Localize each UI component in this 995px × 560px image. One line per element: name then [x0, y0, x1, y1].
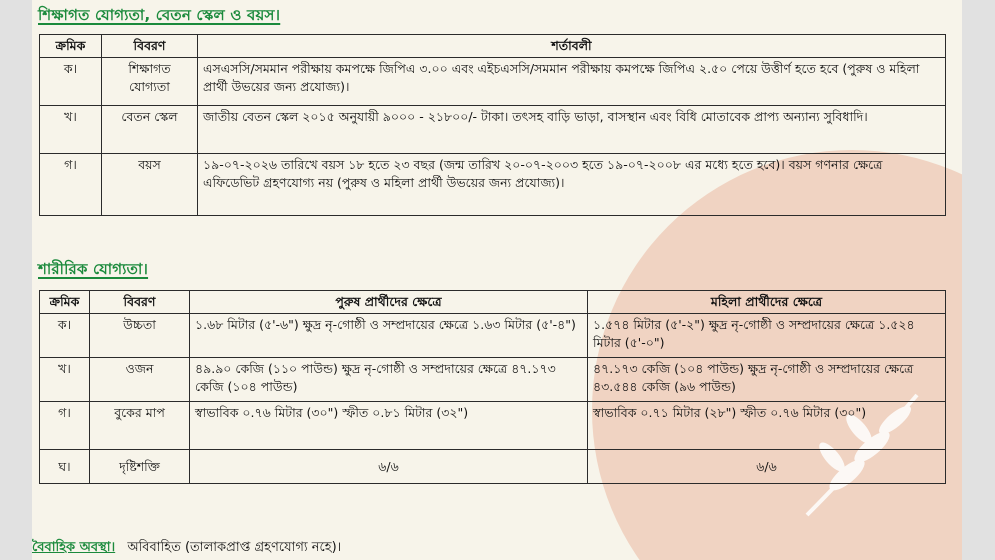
section-heading-physical: শারীরিক যোগ্যতা। — [38, 260, 149, 278]
row-serial: ক। — [40, 314, 90, 358]
column-header-conditions: শর্তাবলী — [198, 35, 946, 58]
row-male-value: ৬/৬ — [190, 450, 588, 484]
table-row — [40, 402, 946, 450]
row-serial: ক। — [40, 58, 102, 106]
row-serial: গ। — [40, 154, 102, 216]
row-female-value: ১.৫৭৪ মিটার (৫'-২") ক্ষুদ্র নৃ-গোষ্ঠী ও সম্প্রদায়ের ক্ষেত্রে ১.৫২৪ মিটার (৫'-০") — [588, 314, 946, 358]
row-condition: ১৯-০৭-২০২৬ তারিখে বয়স ১৮ হতে ২৩ বছর (জন্ম তারিখ ২০-০৭-২০০৩ হতে ১৯-০৭-২০০৮ এর মধ্যে হতে হবে)। বয়স গণনার ক্ষেত্রে এফিডেভিট গ্রহণযোগ্য নয় (পুরুষ ও মহিলা প্রার্থী উভয়ের জন্য প্রযোজ্য)। — [198, 154, 946, 216]
row-female-value: ৪৭.১৭৩ কেজি (১০৪ পাউন্ড) ক্ষুদ্র নৃ-গোষ্ঠী ও সম্প্রদায়ের ক্ষেত্রে ৪৩.৫৪৪ কেজি (৯৬ পাউন্ড) — [588, 358, 946, 402]
table-header-row — [40, 291, 946, 314]
row-condition: জাতীয় বেতন স্কেল ২০১৫ অনুযায়ী ৯০০০ - ২১৮০০/- টাকা। তৎসহ বাড়ি ভাড়া, বাসস্থান এবং বিধি মোতাবেক প্রাপ্য অন্যান্য সুবিধাদি। — [198, 106, 946, 154]
column-header-item: বিবরণ — [102, 35, 198, 58]
table-row — [40, 154, 946, 216]
row-item: বুকের মাপ — [90, 402, 190, 450]
section-heading-education: শিক্ষাগত যোগ্যতা, বেতন স্কেল ও বয়স। — [38, 6, 281, 24]
column-header-serial: ক্রমিক — [40, 291, 90, 314]
row-item: দৃষ্টিশক্তি — [90, 450, 190, 484]
physical-qualification-table — [39, 290, 946, 484]
row-serial: খ। — [40, 358, 90, 402]
table-header-row — [40, 35, 946, 58]
row-item: শিক্ষাগত যোগ্যতা — [102, 58, 198, 106]
row-male-value: স্বাভাবিক ০.৭৬ মিটার (৩০") স্ফীত ০.৮১ মিটার (৩২") — [190, 402, 588, 450]
marital-status-value: অবিবাহিত (তালাকপ্রাপ্ত গ্রহণযোগ্য নহে)। — [127, 540, 342, 555]
marital-status-label: বৈবাহিক অবস্থা। — [32, 540, 116, 555]
marital-status-line — [32, 538, 341, 559]
row-serial: খ। — [40, 106, 102, 154]
table-row — [40, 58, 946, 106]
table-row — [40, 314, 946, 358]
row-condition: এসএসসি/সমমান পরীক্ষায় কমপক্ষে জিপিএ ৩.০০ এবং এইচএসসি/সমমান পরীক্ষায় কমপক্ষে জিপিএ ২.৫০ পেয়ে উত্তীর্ণ হতে হবে (পুরুষ ও মহিলা প্রার্থী উভয়ের জন্য প্রযোজ্য)। — [198, 58, 946, 106]
row-serial: গ। — [40, 402, 90, 450]
notice-page — [32, 0, 962, 560]
row-item: বেতন স্কেল — [102, 106, 198, 154]
education-salary-age-table — [39, 34, 946, 216]
row-serial: ঘ। — [40, 450, 90, 484]
column-header-female: মহিলা প্রার্থীদের ক্ষেত্রে — [588, 291, 946, 314]
table-row — [40, 450, 946, 484]
table-row — [40, 358, 946, 402]
table-row — [40, 106, 946, 154]
row-male-value: ৪৯.৯০ কেজি (১১০ পাউন্ড) ক্ষুদ্র নৃ-গোষ্ঠী ও সম্প্রদায়ের ক্ষেত্রে ৪৭.১৭৩ কেজি (১০৪ পাউন্ড) — [190, 358, 588, 402]
row-female-value: ৬/৬ — [588, 450, 946, 484]
row-item: বয়স — [102, 154, 198, 216]
column-header-serial: ক্রমিক — [40, 35, 102, 58]
row-item: উচ্চতা — [90, 314, 190, 358]
row-male-value: ১.৬৮ মিটার (৫'-৬") ক্ষুদ্র নৃ-গোষ্ঠী ও সম্প্রদায়ের ক্ষেত্রে ১.৬৩ মিটার (৫'-৪") — [190, 314, 588, 358]
row-female-value: স্বাভাবিক ০.৭১ মিটার (২৮") স্ফীত ০.৭৬ মিটার (৩০") — [588, 402, 946, 450]
column-header-item: বিবরণ — [90, 291, 190, 314]
row-item: ওজন — [90, 358, 190, 402]
column-header-male: পুরুষ প্রার্থীদের ক্ষেত্রে — [190, 291, 588, 314]
